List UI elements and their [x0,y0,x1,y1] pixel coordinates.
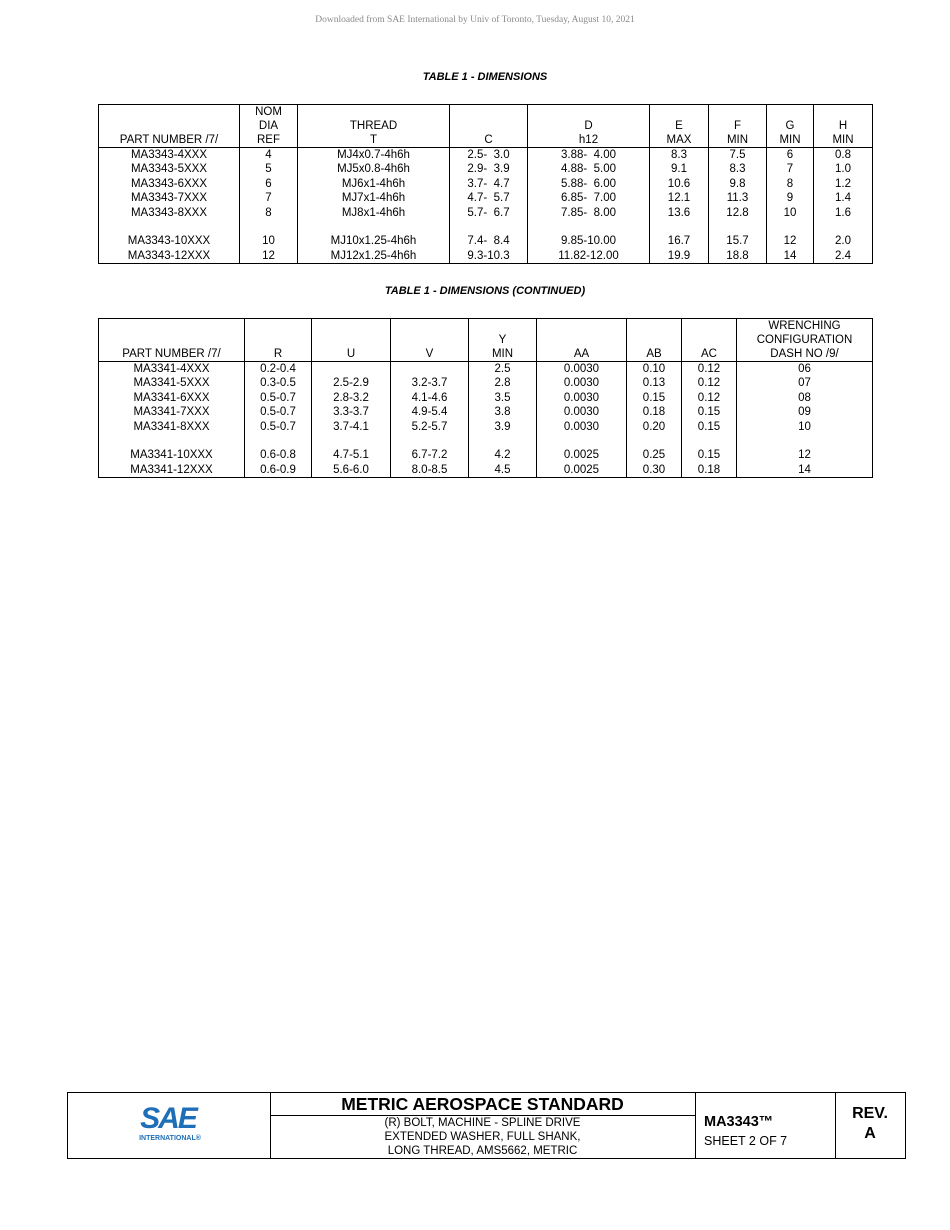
table-cell: 0.18 [682,463,737,478]
table-row [99,177,873,191]
table-cell: 0.5-0.7 [245,420,312,434]
table-row [99,162,873,176]
table-cell [240,220,298,234]
table-cell: MJ10x1.25-4h6h [298,234,450,248]
column-header-line: R [273,348,283,360]
table-cell: 12 [240,249,298,264]
table-cell: 2.8-3.2 [312,391,391,405]
table-cell: 12.1 [650,191,709,205]
table-cell: 10 [240,234,298,248]
table-cell: 0.25 [627,448,682,462]
table-cell: 0.12 [682,376,737,390]
column-header [737,319,873,362]
column-header-line: C [484,134,493,146]
sae-logo [68,1093,271,1158]
column-header-line: DIA [258,120,279,132]
column-header-line: V [425,348,434,360]
column-header-line: NOM [255,106,282,118]
table-row [99,405,873,419]
table-cell: 2.9- 3.9 [450,162,528,176]
table-cell: MA3343-10XXX [99,234,240,248]
table-cell: 11.3 [709,191,767,205]
table-cell: 2.8 [469,376,537,390]
column-header [240,105,298,148]
table-cell: 07 [737,376,873,390]
table-cell [709,220,767,234]
table-cell: 3.8 [469,405,537,419]
table-row [99,448,873,462]
table-cell: MA3343-12XXX [99,249,240,264]
table-cell: 1.6 [814,206,873,220]
table-cell: 6 [240,177,298,191]
column-header [450,105,528,148]
column-header [528,105,650,148]
table-cell: 0.6-0.9 [245,463,312,478]
table-cell: 5.88- 6.00 [528,177,650,191]
column-header-line: WRENCHING [768,320,841,332]
sae-logo-subtext: INTERNATIONAL® [139,1135,201,1142]
table2-caption: TABLE 1 - DIMENSIONS (CONTINUED) [384,285,586,297]
revision-block [835,1093,905,1158]
column-header-line: MIN [779,134,801,146]
document-number: MA3343™ [704,1114,774,1130]
column-header-line: MAX [666,134,692,146]
column-header [312,319,391,362]
column-header-line: REF [257,134,280,146]
table-cell: 5.7- 6.7 [450,206,528,220]
table-cell: MJ6x1-4h6h [298,177,450,191]
table-cell: 7 [767,162,814,176]
column-header-line: G [785,120,795,132]
table-cell: 13.6 [650,206,709,220]
standard-title: METRIC AEROSPACE STANDARD [270,1093,695,1116]
table-cell: MA3341-7XXX [99,405,245,419]
table-cell: 0.2-0.4 [245,362,312,377]
table-cell [814,220,873,234]
dimensions-table [98,104,873,264]
table-cell: 4.1-4.6 [391,391,469,405]
column-header-line: F [733,120,742,132]
column-header [99,105,240,148]
column-header [469,319,537,362]
table-cell: 2.0 [814,234,873,248]
table-cell: MA3341-5XXX [99,376,245,390]
column-header [245,319,312,362]
table-cell: 2.5 [469,362,537,377]
table-cell: MA3341-4XXX [99,362,245,377]
title-block [67,1092,906,1159]
table-cell [391,362,469,377]
table-cell: 8.3 [650,148,709,163]
table-cell: 2.4 [814,249,873,264]
column-header-line: T [369,134,378,146]
table-cell [312,434,391,448]
table-cell: MJ8x1-4h6h [298,206,450,220]
table-cell: 0.3-0.5 [245,376,312,390]
table-cell: MJ12x1.25-4h6h [298,249,450,264]
table-cell [650,220,709,234]
table-cell: 18.8 [709,249,767,264]
table-cell: MA3343-7XXX [99,191,240,205]
table-cell: 3.9 [469,420,537,434]
table-cell: 0.15 [627,391,682,405]
column-header-line: PART NUMBER /7/ [122,348,221,360]
table-cell [450,220,528,234]
table-cell: 4.9-5.4 [391,405,469,419]
table-cell: 1.4 [814,191,873,205]
description-line: LONG THREAD, AMS5662, METRIC [387,1145,578,1157]
table-cell: 0.18 [627,405,682,419]
description-line: (R) BOLT, MACHINE - SPLINE DRIVE [384,1117,581,1129]
column-header [99,319,245,362]
table-cell: MA3341-8XXX [99,420,245,434]
column-header [682,319,737,362]
table-cell: 4.7-5.1 [312,448,391,462]
table-cell: 0.13 [627,376,682,390]
table-cell: 10 [737,420,873,434]
table-cell: 0.0030 [537,391,627,405]
table-cell: 0.0030 [537,420,627,434]
table-cell: 09 [737,405,873,419]
table-cell: 1.0 [814,162,873,176]
table-cell [245,434,312,448]
column-header [767,105,814,148]
column-header-line: D [584,120,593,132]
table-cell: MA3343-8XXX [99,206,240,220]
column-header [627,319,682,362]
column-header-line: MIN [832,134,854,146]
table-cell: 7.85- 8.00 [528,206,650,220]
table-cell: 3.3-3.7 [312,405,391,419]
description-line: EXTENDED WASHER, FULL SHANK, [384,1131,581,1143]
table-cell: 5.6-6.0 [312,463,391,478]
table-row [99,463,873,478]
column-header-line: H [838,120,848,132]
column-header-line: E [675,120,683,132]
dimensions-continued-table [98,318,873,478]
column-header-line: MIN [491,348,514,360]
table-cell: 4.2 [469,448,537,462]
table-cell: MA3341-12XXX [99,463,245,478]
table-cell: 6 [767,148,814,163]
table-cell: 0.30 [627,463,682,478]
table-cell [537,434,627,448]
table-cell: 0.12 [682,391,737,405]
table-row [99,376,873,390]
table-cell: 7.5 [709,148,767,163]
table-cell: 1.2 [814,177,873,191]
table-row [99,420,873,434]
table-cell: 08 [737,391,873,405]
column-header [537,319,627,362]
table-cell: MA3343-4XXX [99,148,240,163]
table-cell: 7 [240,191,298,205]
table-cell: MA3341-6XXX [99,391,245,405]
table-cell: 0.10 [627,362,682,377]
table-cell: 11.82-12.00 [528,249,650,264]
table-cell: 0.8 [814,148,873,163]
table-row [99,249,873,264]
table-cell: 15.7 [709,234,767,248]
table-cell [767,220,814,234]
table-cell [682,434,737,448]
table-cell: 3.88- 4.00 [528,148,650,163]
table-cell: 0.5-0.7 [245,405,312,419]
table-cell: 0.20 [627,420,682,434]
table-cell: 0.0030 [537,376,627,390]
table-cell: 4.5 [469,463,537,478]
table-header-row [99,105,873,148]
table-cell: 2.5-2.9 [312,376,391,390]
column-header [298,105,450,148]
column-header [391,319,469,362]
table-row [99,391,873,405]
table-cell: 7.4- 8.4 [450,234,528,248]
table-cell: 5.2-5.7 [391,420,469,434]
table-cell: 3.7-4.1 [312,420,391,434]
table-cell: 3.7- 4.7 [450,177,528,191]
table-cell: 19.9 [650,249,709,264]
table-cell: 14 [767,249,814,264]
table-cell: 8 [767,177,814,191]
table-cell: 16.7 [650,234,709,248]
table-cell: 12 [767,234,814,248]
table-cell: 4.88- 5.00 [528,162,650,176]
table-row [99,191,873,205]
table-cell [298,220,450,234]
table-cell [469,434,537,448]
table-cell: 4 [240,148,298,163]
column-header-line: AB [646,348,662,360]
table-cell: 9 [767,191,814,205]
column-header-line: h12 [578,134,599,146]
table-cell: 12.8 [709,206,767,220]
column-header-line: CONFIGURATION [756,334,853,346]
table-cell: 10.6 [650,177,709,191]
table-header-row [99,319,873,362]
table-cell: MA3343-6XXX [99,177,240,191]
table-row [99,206,873,220]
sae-logo-mark [68,1093,270,1158]
table-cell: MA3341-10XXX [99,448,245,462]
column-header-line: AA [573,348,590,360]
table-cell: 0.15 [682,420,737,434]
table-row [99,362,873,377]
table-cell: 8 [240,206,298,220]
table-cell [627,434,682,448]
table-cell: 0.15 [682,405,737,419]
revision-label: REV. [852,1105,888,1122]
table-cell: 9.85-10.00 [528,234,650,248]
column-header [814,105,873,148]
table-cell: 5 [240,162,298,176]
table-cell: 6.7-7.2 [391,448,469,462]
table-cell: 9.3-10.3 [450,249,528,264]
table-cell [312,362,391,377]
table-cell: 2.5- 3.0 [450,148,528,163]
download-watermark: Downloaded from SAE International by Univ of Toronto, Tuesday, August 10, 2021 [315,15,635,25]
part-description [270,1116,695,1158]
table-cell [528,220,650,234]
column-header-line: U [346,348,356,360]
table-cell: 14 [737,463,873,478]
table-cell: 8.0-8.5 [391,463,469,478]
table-cell: 0.6-0.8 [245,448,312,462]
table-cell: 3.2-3.7 [391,376,469,390]
table-cell [391,434,469,448]
table-cell: 06 [737,362,873,377]
column-header-line: THREAD [349,120,398,132]
table-cell: MJ5x0.8-4h6h [298,162,450,176]
table-cell: 0.0025 [537,463,627,478]
column-header-line: Y [498,334,507,346]
table-cell: MJ4x0.7-4h6h [298,148,450,163]
table-cell: MA3343-5XXX [99,162,240,176]
table1-caption: TABLE 1 - DIMENSIONS [422,71,548,83]
revision-value: A [864,1125,876,1142]
table-cell: 0.0030 [537,405,627,419]
table-cell [737,434,873,448]
table-cell: 9.1 [650,162,709,176]
table-cell [99,434,245,448]
table-cell: 0.0025 [537,448,627,462]
table-cell: MJ7x1-4h6h [298,191,450,205]
sae-logo-wordmark: SAE [140,1102,196,1135]
table-cell: 0.5-0.7 [245,391,312,405]
table-cell [99,220,240,234]
table-cell: 8.3 [709,162,767,176]
column-header-line: AC [701,348,717,360]
table-cell: 0.0030 [537,362,627,377]
table-cell: 0.12 [682,362,737,377]
column-header-line: MIN [726,134,749,146]
table-cell: 9.8 [709,177,767,191]
table-row [99,148,873,163]
table-cell: 10 [767,206,814,220]
table-cell: 6.85- 7.00 [528,191,650,205]
spacer-row [99,220,873,234]
spacer-row [99,434,873,448]
table-cell: 4.7- 5.7 [450,191,528,205]
table-cell: 12 [737,448,873,462]
table-cell: 0.15 [682,448,737,462]
column-header-line: PART NUMBER /7/ [119,134,219,146]
column-header [709,105,767,148]
column-header-line: DASH NO /9/ [770,348,839,360]
table-row [99,234,873,248]
sheet-number: SHEET 2 OF 7 [704,1134,788,1148]
column-header [650,105,709,148]
table-cell: 3.5 [469,391,537,405]
